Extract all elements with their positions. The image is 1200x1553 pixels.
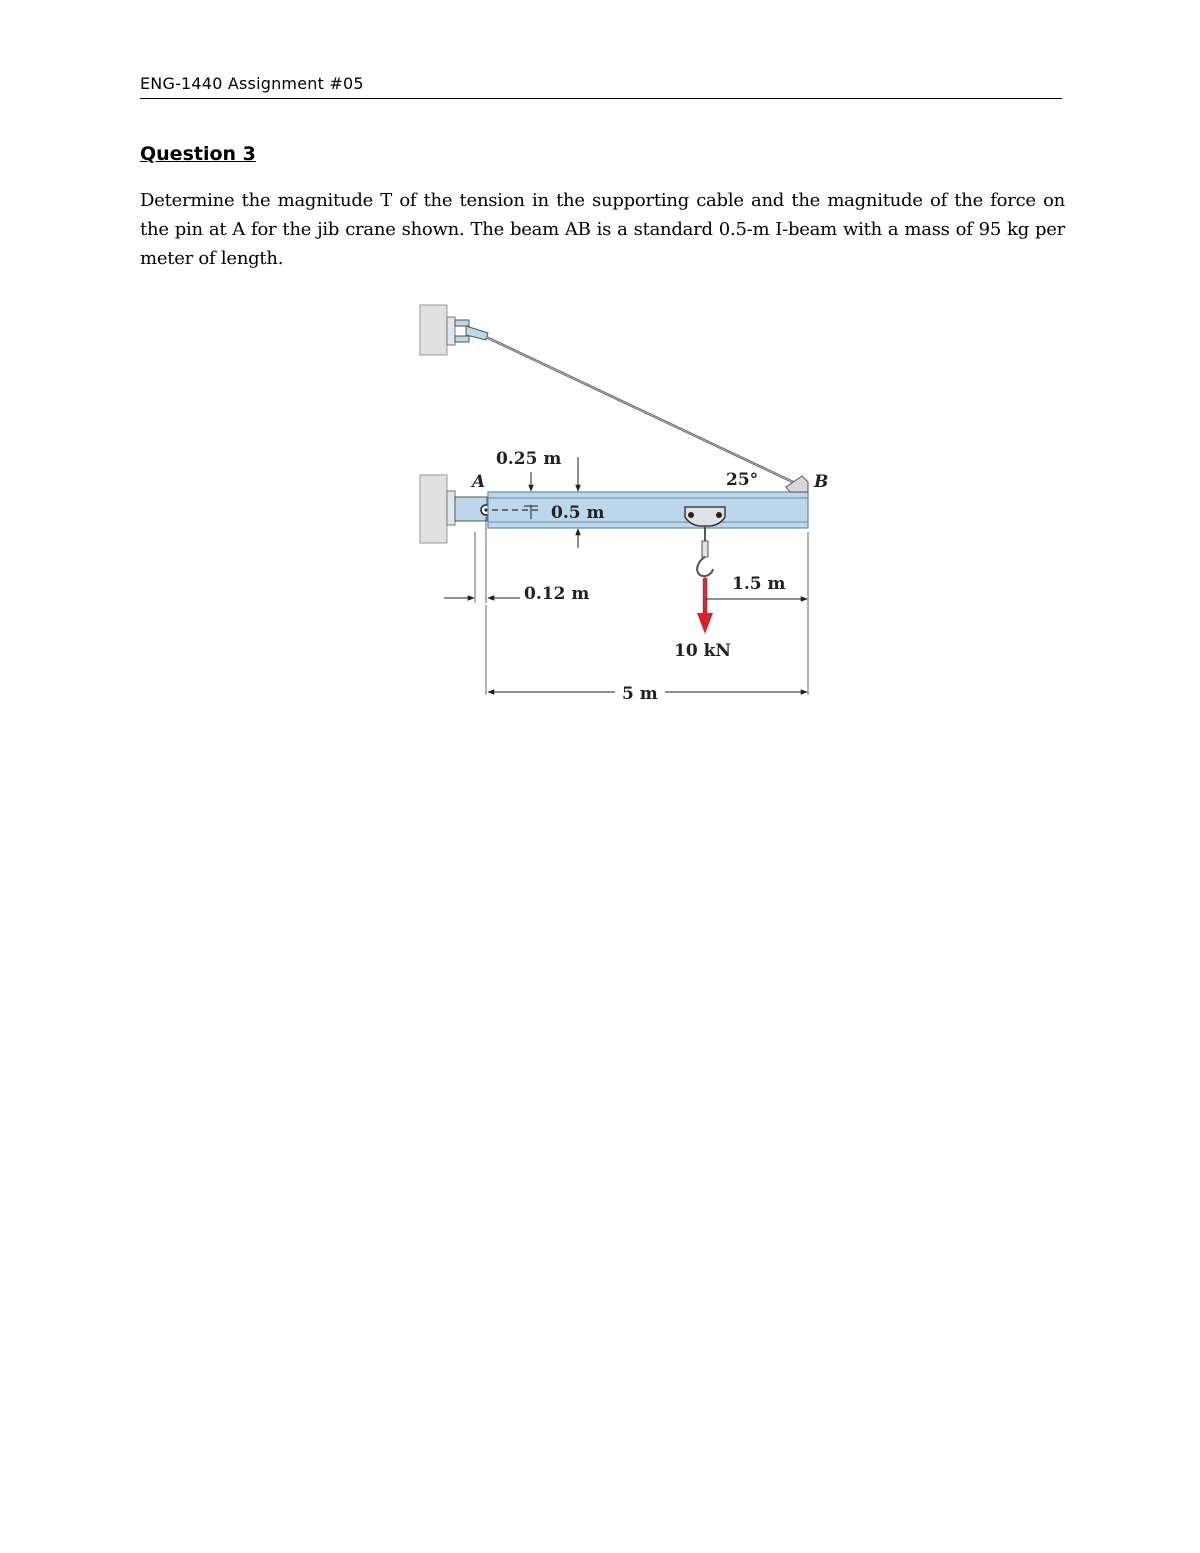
label-1-5: 1.5 m [732,574,786,594]
label-0-5: 0.5 m [551,503,605,523]
question-title: Question 3 [140,143,256,165]
i-beam-ab [488,492,808,528]
label-a: A [472,472,486,492]
hook [697,526,713,576]
header-title: ENG-1440 Assignment #05 [140,74,364,93]
label-0-12: 0.12 m [524,584,590,604]
jib-crane-figure [410,295,840,715]
label-0-25: 0.25 m [496,449,562,469]
page-header [140,72,1062,99]
cable-lug-b [786,476,808,492]
upper-wall-bracket [420,305,488,355]
trolley [685,507,725,526]
question-body: Determine the magnitude T of the tension in the supporting cable and the magnitude of the force on the pin at A for the jib crane shown. The beam AB is a standard 0.5-m I-beam with a mass of 95 kg per meter of length. [140,190,1065,269]
label-load: 10 kN [674,641,731,661]
label-5: 5 m [622,684,658,704]
label-angle: 25° [726,470,759,490]
extension-lines [475,517,808,695]
label-b: B [814,472,829,492]
